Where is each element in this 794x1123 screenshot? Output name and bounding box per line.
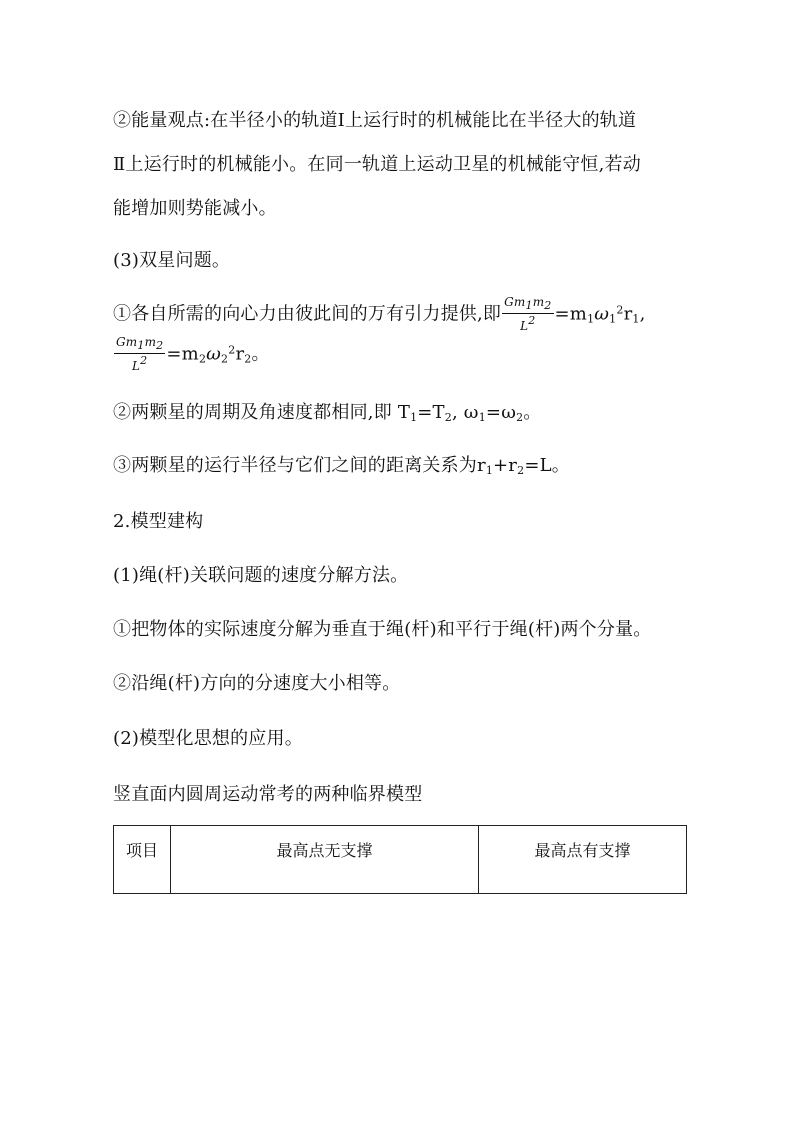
paragraph-component-equal: ②沿绳(杆)方向的分速度大小相等。	[113, 673, 401, 694]
table-row	[114, 826, 687, 894]
critical-model-table	[113, 825, 687, 894]
paragraph-same-period: ②两颗星的周期及角速度都相同,即 $T_1=T_2$, $\omega_1=\omega_2$。	[113, 402, 542, 424]
fraction-gravity-2: $\frac{Gm_1m_2}{L^2}$	[116, 335, 164, 374]
fraction-gravity-1: $\frac{Gm_1m_2}{L^2}$	[504, 295, 552, 334]
formula-line-1: ①各自所需的向心力由彼此间的万有引力提供,即 $\frac{Gm_1m_2}{L^2}$ $=m_1\omega_1^2r_1$,	[113, 295, 646, 334]
paragraph-radius-relation: ③两颗星的运行半径与它们之间的距离关系为$r_1+r_2=L$。	[113, 455, 570, 477]
heading-model-building: 2.模型建构	[113, 511, 204, 532]
paragraph-energy-view-line1: ②能量观点:在半径小的轨道Ⅰ上运行时的机械能比在半径大的轨道	[113, 110, 637, 131]
formula-line-2: $\frac{Gm_1m_2}{L^2}$ $=m_2\omega_2^2r_2$。	[116, 335, 270, 374]
formula-intro-text: ①各自所需的向心力由彼此间的万有引力提供,即	[113, 303, 502, 325]
paragraph-energy-view-line3: 能增加则势能减小。	[113, 198, 277, 219]
heading-rope-rod: (1)绳(杆)关联问题的速度分解方法。	[113, 565, 409, 586]
heading-binary-star: (3)双星问题。	[113, 250, 231, 271]
heading-modeling-thought: (2)模型化思想的应用。	[113, 728, 303, 749]
paragraph-critical-models: 竖直面内圆周运动常考的两种临界模型	[113, 784, 423, 805]
table-header-no-support: 最高点无支撑	[171, 826, 479, 894]
table-header-item: 项目	[114, 826, 171, 894]
table-header-with-support: 最高点有支撑	[479, 826, 687, 894]
paragraph-energy-view-line2: Ⅱ上运行时的机械能小。在同一轨道上运动卫星的机械能守恒,若动	[113, 154, 641, 175]
paragraph-velocity-decompose: ①把物体的实际速度分解为垂直于绳(杆)和平行于绳(杆)两个分量。	[113, 619, 652, 640]
